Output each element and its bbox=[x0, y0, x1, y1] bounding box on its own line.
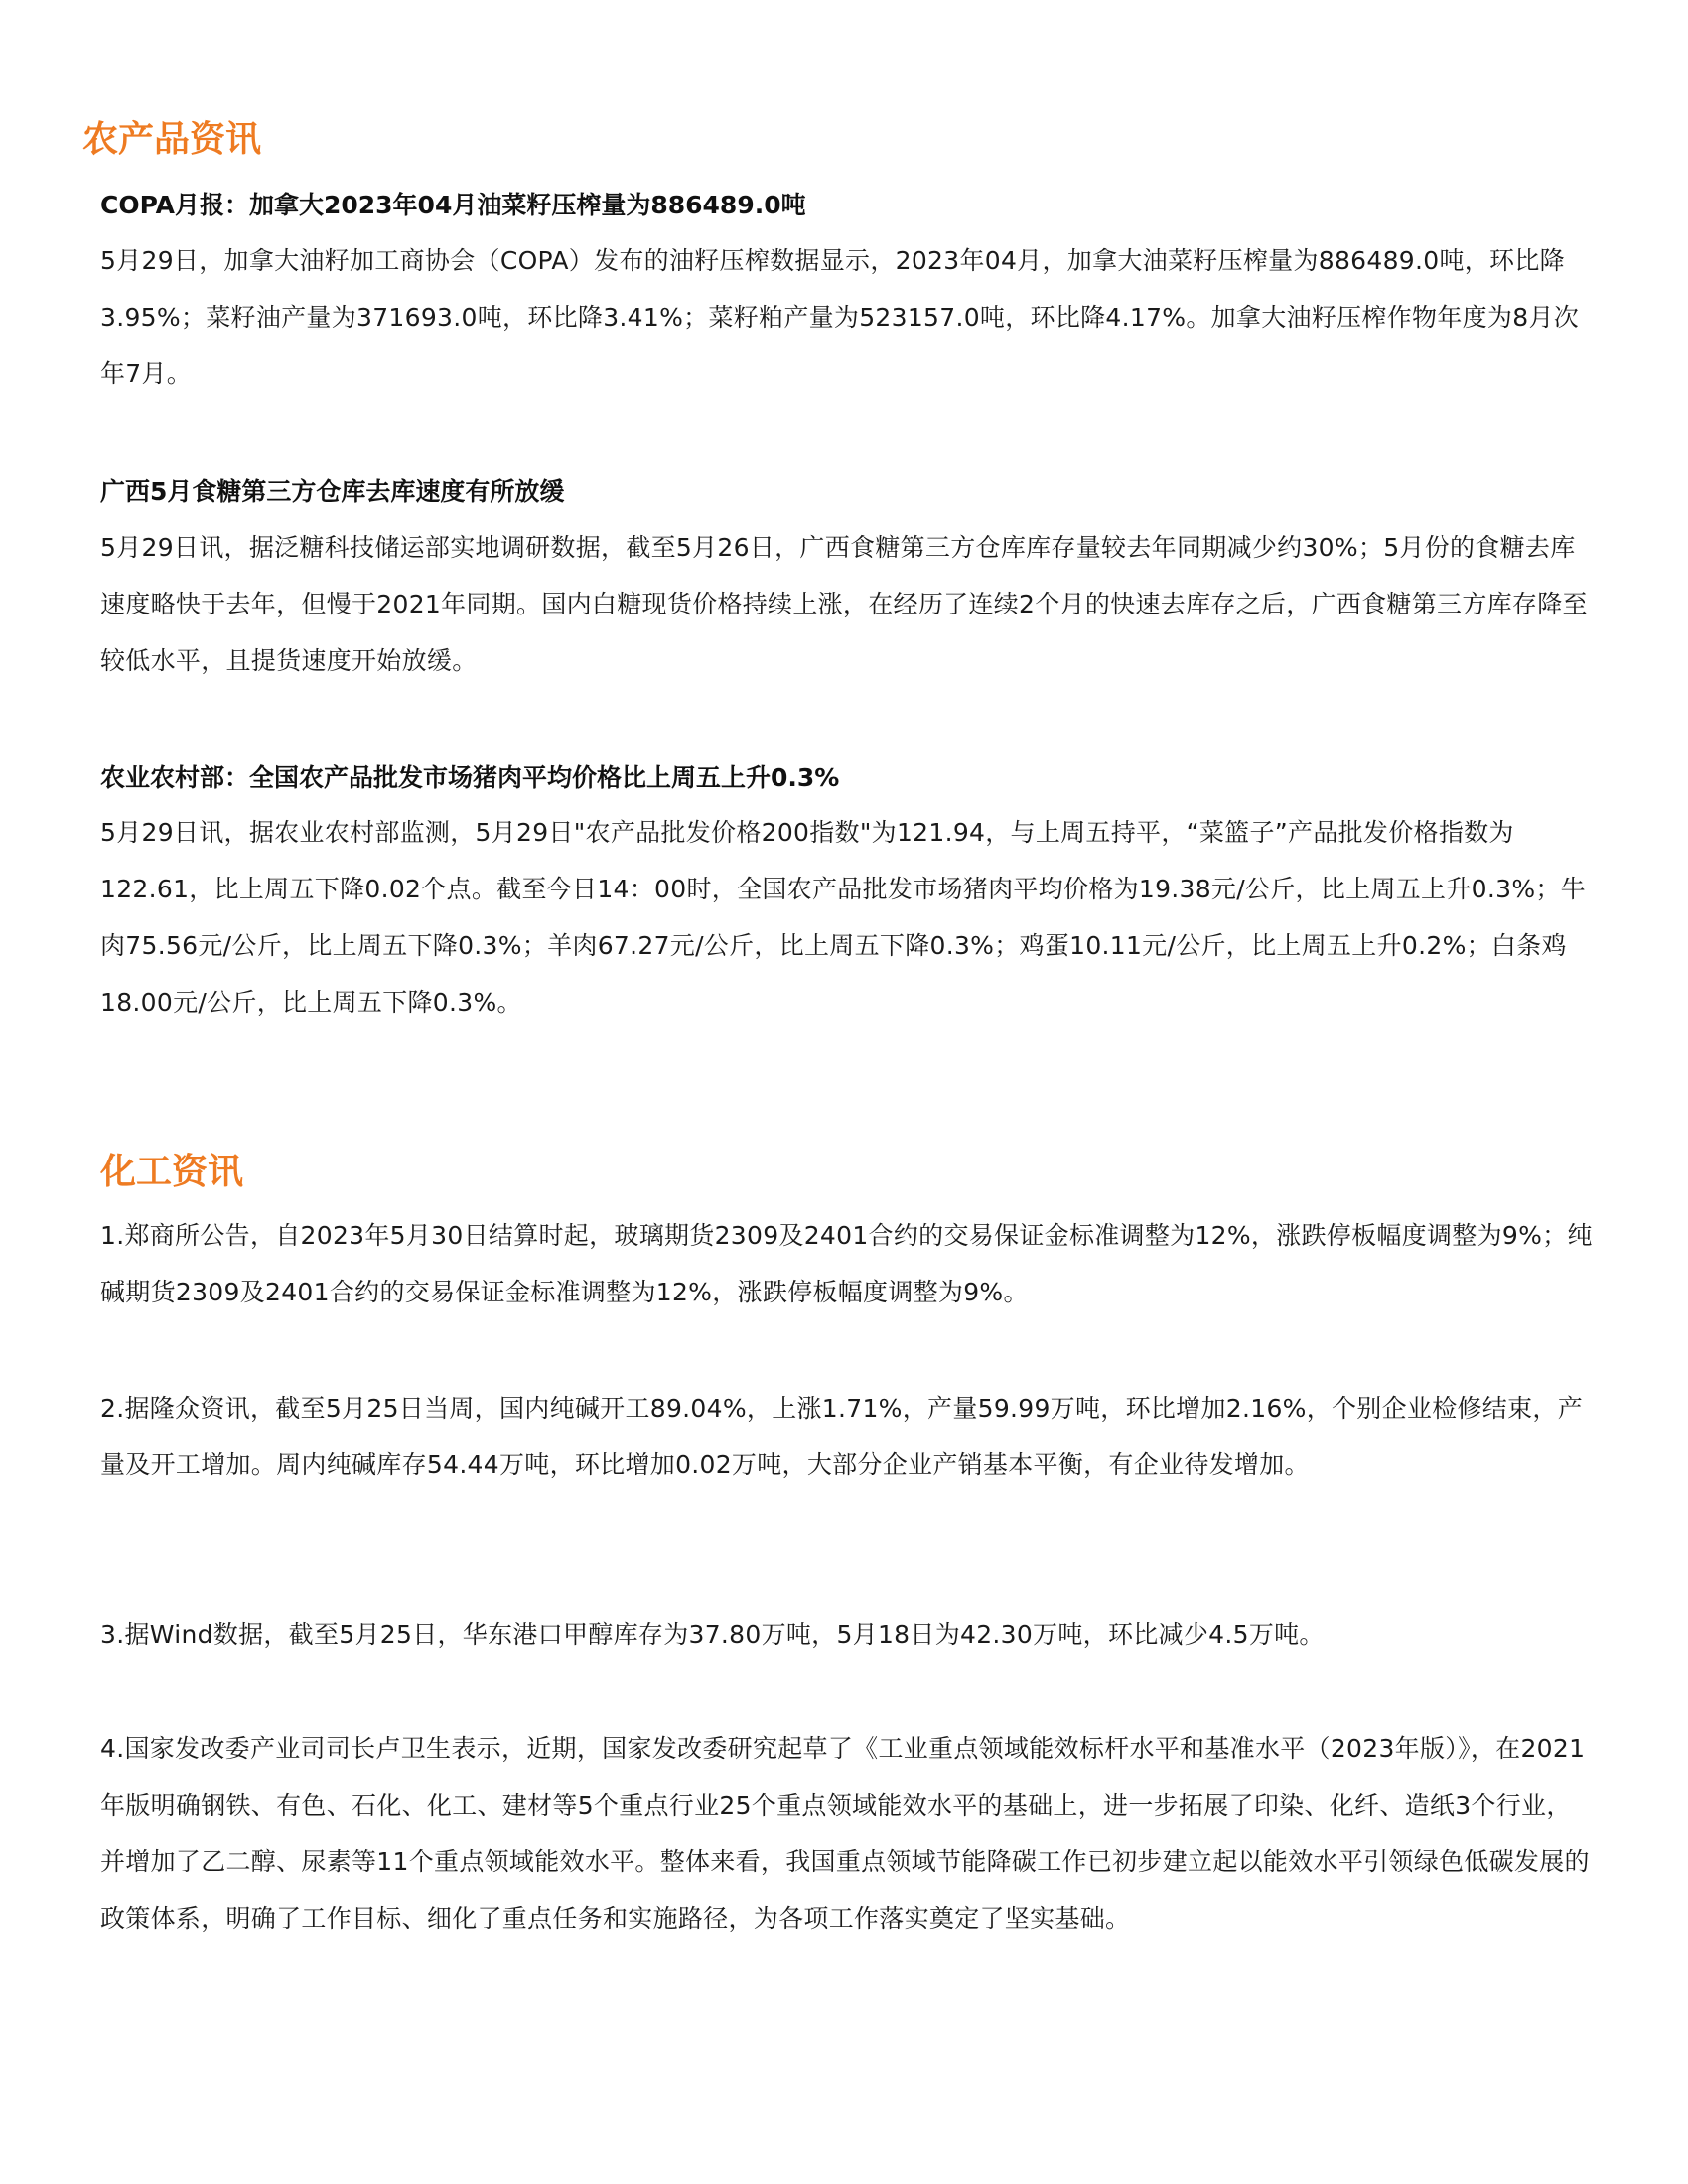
chem-news-item-2: 2.据隆众资讯，截至5月25日当周，国内纯碱开工89.04%，上涨1.71%，产量59.99万吨，环比增加2.16%，个别企业检修结束，产量及开工增加。周内纯碱库存54.44万吨，环比增加0.02万吨，大部分企业产销基本平衡，有企业待发增加。 bbox=[100, 1394, 1584, 1479]
agri-article-3-title: 农业农村部：全国农产品批发市场猪肉平均价格比上周五上升0.3% bbox=[100, 763, 840, 792]
agri-article-1-title: COPA月报：加拿大2023年04月油菜籽压榨量为886489.0吨 bbox=[100, 191, 806, 219]
agri-article-1-body: 5月29日，加拿大油籽加工商协会（COPA）发布的油籽压榨数据显示，2023年04月，加拿大油菜籽压榨量为886489.0吨，环比降3.95%；菜籽油产量为371693.0吨，环比降3.41%；菜籽粕产量为523157.0吨，环比降4.17%。加拿大油籽压榨作物年度为8月次年7月。 bbox=[100, 246, 1580, 388]
agri-article-3-body: 5月29日讯，据农业农村部监测，5月29日"农产品批发价格200指数"为121.94，与上周五持平，“菜篮子”产品批发价格指数为122.61，比上周五下降0.02个点。截至今日14：00时，全国农产品批发市场猪肉平均价格为19.38元/公斤，比上周五上升0.3%；牛肉75.56元/公斤，比上周五下降0.3%；羊肉67.27元/公斤，比上周五下降0.3%；鸡蛋10.11元/公斤，比上周五上升0.2%；白条鸡18.00元/公斤，比上周五下降0.3%。 bbox=[100, 818, 1586, 1017]
agri-news-heading: 农产品资讯 bbox=[82, 119, 262, 160]
chem-news-item-3: 3.据Wind数据，截至5月25日，华东港口甲醇库存为37.80万吨，5月18日为42.30万吨，环比减少4.5万吨。 bbox=[100, 1620, 1325, 1649]
chem-news-heading: 化工资讯 bbox=[100, 1152, 244, 1192]
chem-news-item-4: 4.国家发改委产业司司长卢卫生表示，近期，国家发改委研究起草了《工业重点领域能效标杆水平和基准水平（2023年版）》，在2021年版明确钢铁、有色、石化、化工、建材等5个重点行业25个重点领域能效水平的基础上，进一步拓展了印染、化纤、造纸3个行业，并增加了乙二醇、尿素等11个重点领域能效水平。整体来看，我国重点领域节能降碳工作已初步建立起以能效水平引领绿色低碳发展的政策体系，明确了工作目标、细化了重点任务和实施路径，为各项工作落实奠定了坚实基础。 bbox=[100, 1734, 1590, 1933]
chem-news-item-1: 1.郑商所公告，自2023年5月30日结算时起，玻璃期货2309及2401合约的交易保证金标准调整为12%，涨跌停板幅度调整为9%；纯碱期货2309及2401合约的交易保证金标准调整为12%，涨跌停板幅度调整为9%。 bbox=[100, 1221, 1593, 1306]
agri-article-2-body: 5月29日讯，据泛糖科技储运部实地调研数据，截至5月26日，广西食糖第三方仓库库存量较去年同期减少约30%；5月份的食糖去库速度略快于去年，但慢于2021年同期。国内白糖现货价格持续上涨，在经历了连续2个月的快速去库存之后，广西食糖第三方库存降至较低水平，且提货速度开始放缓。 bbox=[100, 533, 1588, 675]
agri-article-2-title: 广西5月食糖第三方仓库去库速度有所放缓 bbox=[100, 478, 565, 506]
